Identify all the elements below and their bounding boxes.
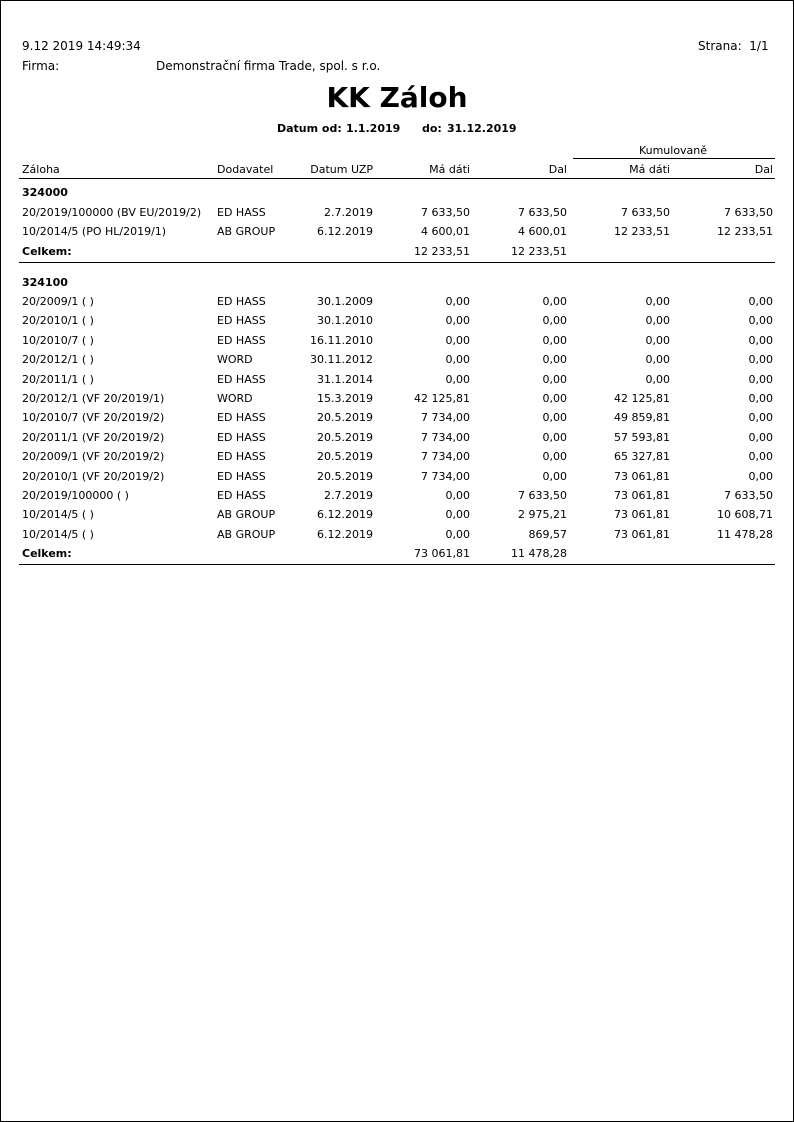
col-header-zaloha: Záloha (22, 163, 60, 176)
kum-dal-cell: 7 633,50 (724, 489, 773, 502)
ma-dati-cell: 0,00 (445, 295, 470, 308)
account-heading: 324000 (22, 186, 68, 199)
kum-ma-dati-cell: 0,00 (645, 372, 670, 386)
zaloha-cell: 20/2019/100000 (BV EU/2019/2) (22, 206, 202, 219)
col-header-kum-ma-dati: Má dáti (629, 163, 670, 176)
total-dal: 12 233,51 (511, 244, 567, 258)
dodavatel-cell: ED HASS (217, 333, 266, 347)
ma-dati-cell: 42 125,81 (414, 392, 470, 405)
ma-dati-cell: 0,00 (445, 527, 470, 541)
kum-ma-dati-cell: 57 593,81 (614, 430, 670, 444)
ma-dati-cell: 0,00 (445, 508, 470, 522)
ma-dati-cell: 7 633,50 (421, 206, 470, 219)
kum-dal-cell: 0,00 (748, 392, 773, 405)
dal-cell: 0,00 (542, 469, 567, 483)
col-header-datum-uzp: Datum UZP (310, 163, 373, 176)
report-title: KK Záloh (326, 81, 468, 114)
dal-cell: 0,00 (542, 392, 567, 405)
date-from-label: Datum od: (277, 122, 342, 135)
datum-uzp-cell: 6.12.2019 (317, 527, 373, 541)
total-label: Celkem: (22, 547, 72, 561)
datum-uzp-cell: 20.5.2019 (317, 430, 373, 444)
dodavatel-cell: ED HASS (217, 372, 266, 386)
kum-ma-dati-cell: 49 859,81 (614, 411, 670, 425)
dodavatel-cell: ED HASS (217, 314, 266, 328)
datum-uzp-cell: 30.11.2012 (310, 353, 373, 367)
kum-ma-dati-cell: 73 061,81 (614, 489, 670, 502)
datum-uzp-cell: 6.12.2019 (317, 508, 373, 522)
kum-dal-cell: 0,00 (748, 469, 773, 483)
kum-ma-dati-cell: 12 233,51 (614, 225, 670, 239)
page-number (698, 39, 769, 53)
zaloha-cell: 20/2012/1 ( ) (22, 353, 94, 367)
dal-cell: 0,00 (542, 450, 567, 464)
col-header-dodavatel: Dodavatel (217, 163, 274, 176)
kum-ma-dati-cell: 65 327,81 (614, 450, 670, 464)
ma-dati-cell: 4 600,01 (421, 225, 470, 239)
ma-dati-cell: 7 734,00 (421, 411, 470, 425)
kum-dal-cell: 0,00 (748, 450, 773, 464)
kum-ma-dati-cell: 73 061,81 (614, 469, 670, 483)
cumulative-underline (573, 158, 775, 159)
dal-cell: 7 633,50 (518, 206, 567, 219)
zaloha-cell: 20/2019/100000 ( ) (22, 489, 129, 502)
zaloha-cell: 10/2010/7 (VF 20/2019/2) (22, 411, 165, 425)
dodavatel-cell: WORD (217, 353, 253, 367)
ma-dati-cell: 7 734,00 (421, 450, 470, 464)
kum-ma-dati-cell: 73 061,81 (614, 527, 670, 541)
kum-dal-cell: 0,00 (748, 333, 773, 347)
total-ma-dati: 73 061,81 (414, 547, 470, 561)
dal-cell: 0,00 (542, 295, 567, 308)
kum-ma-dati-cell: 0,00 (645, 295, 670, 308)
ma-dati-cell: 7 734,00 (421, 469, 470, 483)
datum-uzp-cell: 30.1.2009 (317, 295, 373, 308)
zaloha-cell: 20/2011/1 (VF 20/2019/2) (22, 430, 165, 444)
kum-ma-dati-cell: 0,00 (645, 314, 670, 328)
header-divider (19, 178, 775, 179)
account-heading: 324100 (22, 276, 68, 289)
kum-ma-dati-cell: 7 633,50 (621, 206, 670, 219)
dodavatel-cell: AB GROUP (217, 527, 276, 541)
print-timestamp: 9.12 2019 14:49:34 (22, 39, 141, 53)
datum-uzp-cell: 20.5.2019 (317, 411, 373, 425)
date-from: 1.1.2019 (346, 122, 401, 135)
total-label: Celkem: (22, 244, 72, 258)
dodavatel-cell: ED HASS (217, 206, 266, 219)
datum-uzp-cell: 2.7.2019 (324, 206, 373, 219)
kum-dal-cell: 0,00 (748, 353, 773, 367)
dal-cell: 869,57 (528, 527, 567, 541)
kum-dal-cell: 0,00 (748, 295, 773, 308)
datum-uzp-cell: 30.1.2010 (317, 314, 373, 328)
dal-cell: 0,00 (542, 411, 567, 425)
kum-dal-cell: 10 608,71 (717, 508, 773, 522)
kum-dal-cell: 0,00 (748, 411, 773, 425)
ma-dati-cell: 0,00 (445, 372, 470, 386)
total-ma-dati: 12 233,51 (414, 244, 470, 258)
dal-cell: 0,00 (542, 314, 567, 328)
datum-uzp-cell: 2.7.2019 (324, 489, 373, 502)
dal-cell: 0,00 (542, 333, 567, 347)
zaloha-cell: 20/2011/1 ( ) (22, 372, 94, 386)
dal-cell: 4 600,01 (518, 225, 567, 239)
col-header-dal: Dal (548, 163, 567, 176)
zaloha-cell: 20/2010/1 ( ) (22, 314, 94, 328)
dodavatel-cell: AB GROUP (217, 508, 276, 522)
zaloha-cell: 10/2014/5 ( ) (22, 527, 94, 541)
datum-uzp-cell: 20.5.2019 (317, 450, 373, 464)
dodavatel-cell: ED HASS (217, 411, 266, 425)
firm-name: Demonstrační firma Trade, spol. s r.o. (156, 59, 381, 73)
dal-cell: 0,00 (542, 353, 567, 367)
kum-ma-dati-cell: 0,00 (645, 333, 670, 347)
kum-dal-cell: 7 633,50 (724, 206, 773, 219)
ma-dati-cell: 7 734,00 (421, 430, 470, 444)
col-header-kum-dal: Dal (754, 163, 773, 176)
zaloha-cell: 20/2009/1 (VF 20/2019/2) (22, 450, 165, 464)
ma-dati-cell: 0,00 (445, 333, 470, 347)
kum-dal-cell: 11 478,28 (717, 527, 773, 541)
page-value: 1/1 (749, 39, 769, 53)
firm-label: Firma: (22, 59, 60, 73)
zaloha-cell: 20/2010/1 (VF 20/2019/2) (22, 469, 165, 483)
zaloha-cell: 20/2012/1 (VF 20/2019/1) (22, 392, 165, 405)
ma-dati-cell: 0,00 (445, 489, 470, 502)
datum-uzp-cell: 20.5.2019 (317, 469, 373, 483)
ma-dati-cell: 0,00 (445, 353, 470, 367)
dal-cell: 0,00 (542, 430, 567, 444)
dal-cell: 7 633,50 (518, 489, 567, 502)
kum-dal-cell: 0,00 (748, 372, 773, 386)
group-divider (19, 564, 775, 565)
total-dal: 11 478,28 (511, 547, 567, 561)
datum-uzp-cell: 6.12.2019 (317, 225, 373, 239)
kum-dal-cell: 0,00 (748, 314, 773, 328)
zaloha-cell: 10/2010/7 ( ) (22, 333, 94, 347)
datum-uzp-cell: 16.11.2010 (310, 333, 373, 347)
dodavatel-cell: ED HASS (217, 430, 266, 444)
datum-uzp-cell: 15.3.2019 (317, 392, 373, 405)
kum-dal-cell: 12 233,51 (717, 225, 773, 239)
date-to: 31.12.2019 (447, 122, 517, 135)
dodavatel-cell: WORD (217, 392, 253, 405)
dodavatel-cell: ED HASS (217, 469, 266, 483)
zaloha-cell: 10/2014/5 ( ) (22, 508, 94, 522)
zaloha-cell: 10/2014/5 (PO HL/2019/1) (22, 225, 167, 239)
dodavatel-cell: ED HASS (217, 295, 266, 308)
date-to-label: do: (422, 122, 442, 135)
cumulative-header: Kumulovaně (638, 144, 708, 157)
col-header-ma-dati: Má dáti (429, 163, 470, 176)
ma-dati-cell: 0,00 (445, 314, 470, 328)
zaloha-cell: 20/2009/1 ( ) (22, 295, 94, 308)
datum-uzp-cell: 31.1.2014 (317, 372, 373, 386)
kum-dal-cell: 0,00 (748, 430, 773, 444)
dal-cell: 2 975,21 (518, 508, 567, 522)
dal-cell: 0,00 (542, 372, 567, 386)
dodavatel-cell: AB GROUP (217, 225, 276, 239)
kum-ma-dati-cell: 0,00 (645, 353, 670, 367)
group-divider (19, 262, 775, 263)
kum-ma-dati-cell: 73 061,81 (614, 508, 670, 522)
dodavatel-cell: ED HASS (217, 450, 266, 464)
dodavatel-cell: ED HASS (217, 489, 266, 502)
kum-ma-dati-cell: 42 125,81 (614, 392, 670, 405)
page-label: Strana: (698, 39, 742, 53)
